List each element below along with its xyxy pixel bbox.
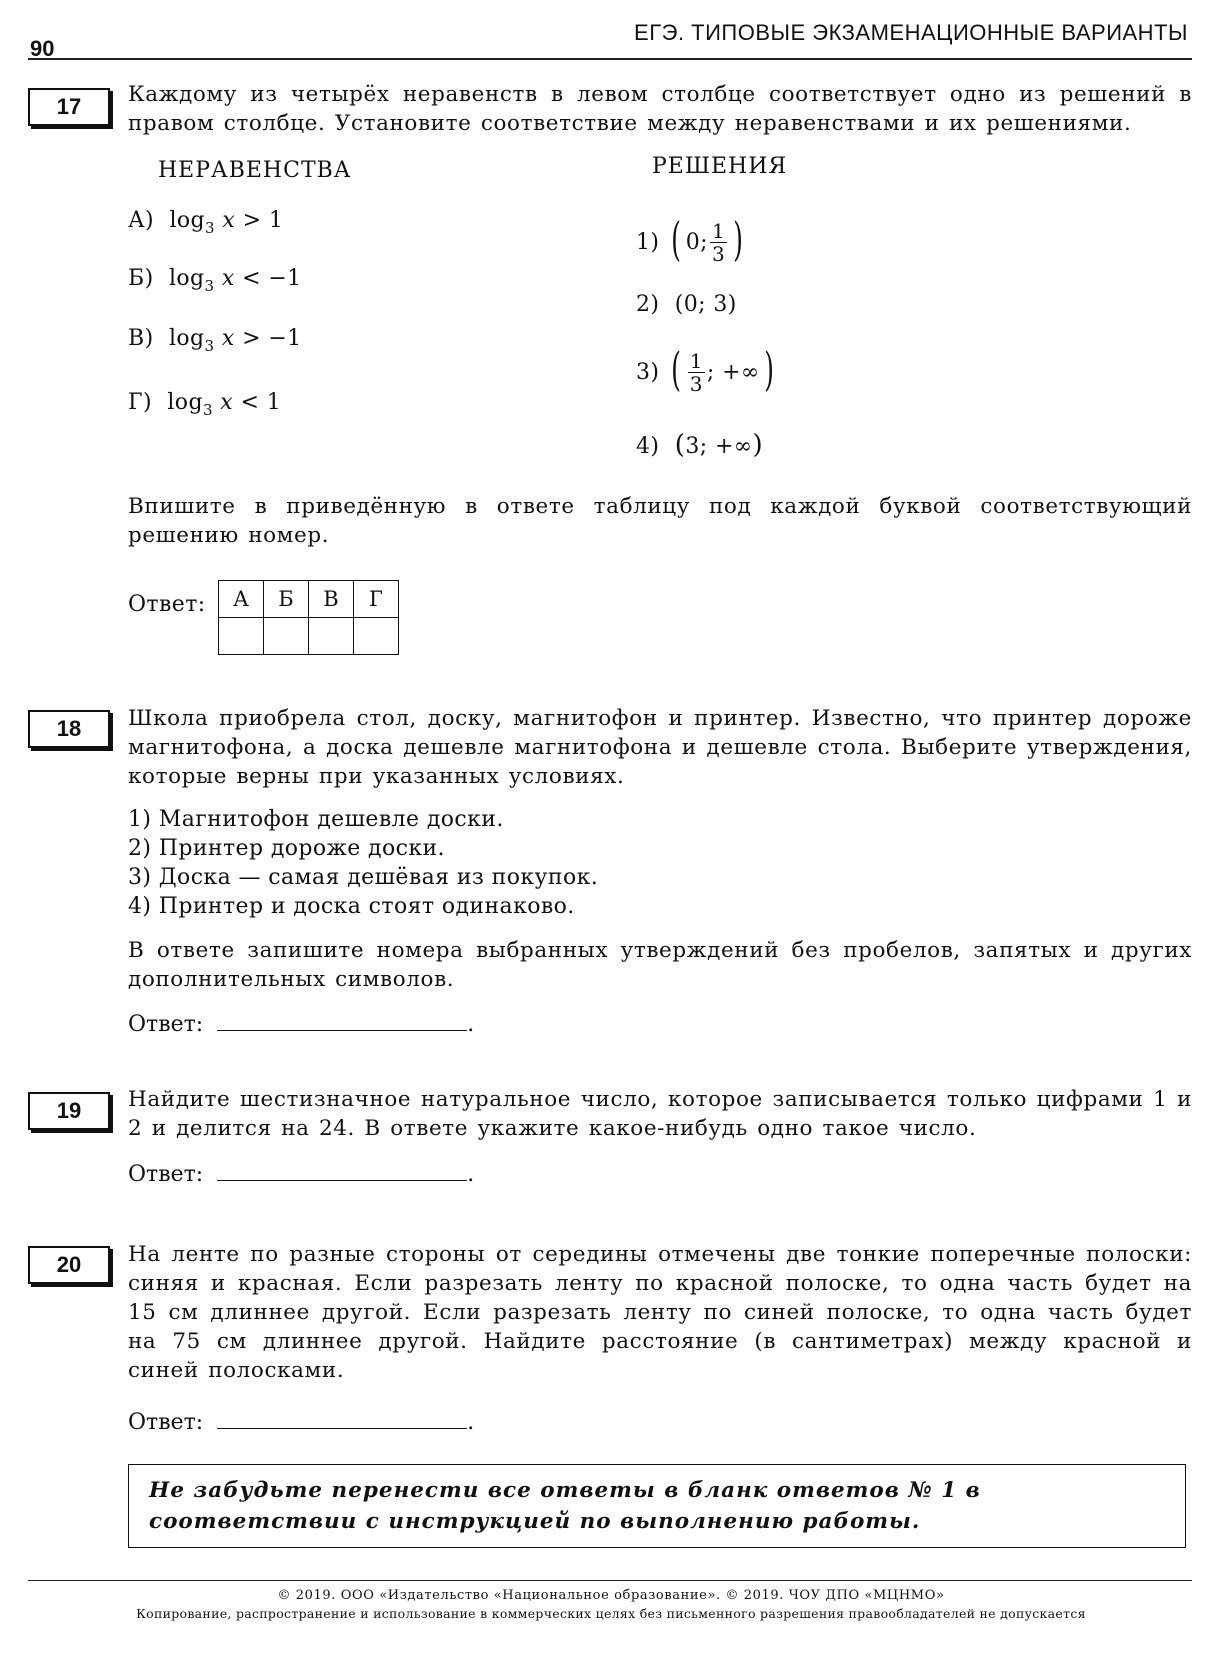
answer-table-header: Б bbox=[264, 581, 309, 618]
solution-interval: (0; 3) bbox=[674, 292, 737, 317]
task-18-instruction: В ответе запишите номера выбранных утверждений без пробелов, запятых и других дополнительных символов. bbox=[128, 938, 1192, 992]
task-17-text: Каждому из четырёх неравенств в левом столбце соответствует одно из решений в правом столбце. Установите соответствие между неравенствами и их решениями. bbox=[128, 82, 1192, 136]
task-19-text: Найдите шестизначное натуральное число, которое записывается только цифрами 1 и 2 и делится на 24. В ответе укажите какое-нибудь одно такое число. bbox=[128, 1087, 1192, 1141]
log-base: 3 bbox=[204, 337, 215, 355]
solution-label: 3) bbox=[636, 359, 660, 385]
left-paren: ( bbox=[671, 212, 682, 266]
solution-3 bbox=[636, 344, 778, 400]
right-paren: ) bbox=[752, 430, 764, 460]
answer-label: Ответ: bbox=[128, 1162, 204, 1187]
inequality-g bbox=[128, 390, 282, 419]
variable-x: x bbox=[220, 390, 234, 415]
left-paren: ( bbox=[671, 342, 682, 396]
running-header-title: ЕГЭ. ТИПОВЫЕ ЭКЗАМЕНАЦИОННЫЕ ВАРИАНТЫ bbox=[634, 20, 1188, 45]
task-19-number-box: 19 bbox=[28, 1092, 110, 1130]
solutions-header: РЕШЕНИЯ bbox=[652, 154, 788, 179]
relation: < 1 bbox=[233, 390, 282, 415]
solution-left: 0; bbox=[685, 229, 708, 255]
task-20-text: На ленте по разные стороны от середины отмечены две тонкие поперечные полоски: синяя и красная. Если разрезать ленту по красной полоске, то одна часть будет на 15 см длиннее другой. Если разрезать ленту по синей полоске, то одна часть будет на 75 см длиннее другой. Найдите расстояние (в сантиметрах) между красной и синей полосками. bbox=[128, 1242, 1192, 1383]
relation: > −1 bbox=[234, 326, 302, 351]
answer-cell-v[interactable] bbox=[309, 618, 354, 655]
answer-table-header: Г bbox=[354, 581, 399, 618]
relation: < −1 bbox=[234, 266, 302, 291]
task-20-answer: Ответ: . bbox=[128, 1410, 475, 1435]
task-18-text: Школа приобрела стол, доску, магнитофон и принтер. Известно, что принтер дороже магнитофона, а доска дешевле магнитофона и дешевле стола. Выберите утверждения, которые верны при указанных условиях. bbox=[128, 706, 1192, 789]
solution-label: 1) bbox=[636, 229, 660, 255]
inequality-v bbox=[128, 326, 302, 355]
left-paren: ( bbox=[674, 430, 686, 460]
task-17-number-box: 17 bbox=[28, 88, 110, 126]
answer-cell-a[interactable] bbox=[219, 618, 264, 655]
answer-field[interactable] bbox=[217, 1410, 467, 1429]
inequality-a bbox=[128, 208, 284, 237]
inequalities-header: НЕРАВЕНСТВА bbox=[158, 158, 352, 183]
fraction-numerator: 1 bbox=[711, 218, 726, 243]
log-base: 3 bbox=[204, 277, 215, 295]
right-paren: ) bbox=[733, 212, 744, 266]
fraction-numerator: 1 bbox=[689, 348, 703, 373]
task-19-answer: Ответ: . bbox=[128, 1162, 475, 1187]
answer-label: Ответ: bbox=[128, 1012, 204, 1037]
task-18-option-4: 4) Принтер и доска стоят одинаково. bbox=[128, 894, 575, 919]
fraction-one-third bbox=[688, 350, 705, 395]
log-symbol: log bbox=[168, 266, 205, 291]
answer-field[interactable] bbox=[217, 1012, 467, 1031]
variable-x: x bbox=[221, 326, 235, 351]
task-18-number-box: 18 bbox=[28, 710, 110, 748]
fraction-denominator: 3 bbox=[689, 371, 703, 396]
answer-label: Ответ: bbox=[128, 1410, 204, 1435]
inequality-b bbox=[128, 266, 302, 295]
answer-table-header: А bbox=[219, 581, 264, 618]
inequality-letter: В) bbox=[128, 326, 154, 351]
task-18-answer: Ответ: . bbox=[128, 1012, 475, 1037]
task-17-answer-table bbox=[218, 580, 399, 655]
footer-divider bbox=[28, 1580, 1192, 1581]
task-20-number-box: 20 bbox=[28, 1246, 110, 1284]
answer-field[interactable] bbox=[217, 1162, 467, 1181]
answer-cell-g[interactable] bbox=[354, 618, 399, 655]
log-symbol: log bbox=[169, 208, 206, 233]
task-18-option-2: 2) Принтер дороже доски. bbox=[128, 836, 445, 861]
page-number: 90 bbox=[30, 36, 55, 61]
relation: > 1 bbox=[235, 208, 284, 233]
task-17-answer-label: Ответ: bbox=[128, 592, 206, 617]
solution-2 bbox=[636, 292, 737, 317]
header-divider bbox=[28, 58, 1192, 60]
right-paren: ) bbox=[763, 342, 774, 396]
solution-4 bbox=[636, 430, 763, 460]
fraction-denominator: 3 bbox=[711, 241, 726, 266]
solution-label: 4) bbox=[636, 434, 660, 459]
variable-x: x bbox=[222, 208, 236, 233]
inequality-letter: Б) bbox=[128, 266, 154, 291]
solution-interval: 3; +∞ bbox=[685, 434, 753, 459]
task-18-option-3: 3) Доска — самая дешёвая из покупок. bbox=[128, 865, 599, 890]
fraction-one-third bbox=[710, 220, 727, 265]
footer-notice: Копирование, распространение и использование в коммерческих целях без письменного разрешения правообладателей не допускается bbox=[136, 1606, 1086, 1621]
inequality-letter: А) bbox=[128, 208, 155, 233]
solution-1 bbox=[636, 214, 747, 270]
log-symbol: log bbox=[167, 390, 203, 415]
variable-x: x bbox=[221, 266, 235, 291]
solution-right: ; +∞ bbox=[706, 359, 760, 385]
footer-copyright: © 2019. ООО «Издательство «Национальное образование». © 2019. ЧОУ ДПО «МЦНМО» bbox=[277, 1588, 945, 1603]
answer-cell-b[interactable] bbox=[264, 618, 309, 655]
task-17-instruction: Впишите в приведённую в ответе таблицу под каждой буквой соответствующий решению номер. bbox=[128, 494, 1192, 548]
answer-table-header: В bbox=[309, 581, 354, 618]
log-symbol: log bbox=[168, 326, 205, 351]
log-base: 3 bbox=[202, 401, 213, 419]
inequality-letter: Г) bbox=[128, 390, 152, 415]
solution-label: 2) bbox=[636, 292, 660, 317]
transfer-answers-note: Не забудьте перенести все ответы в бланк ответов № 1 в соответствии с инструкцией по выполнению работы. bbox=[128, 1464, 1186, 1548]
task-18-option-1: 1) Магнитофон дешевле доски. bbox=[128, 807, 504, 832]
log-base: 3 bbox=[205, 219, 215, 237]
